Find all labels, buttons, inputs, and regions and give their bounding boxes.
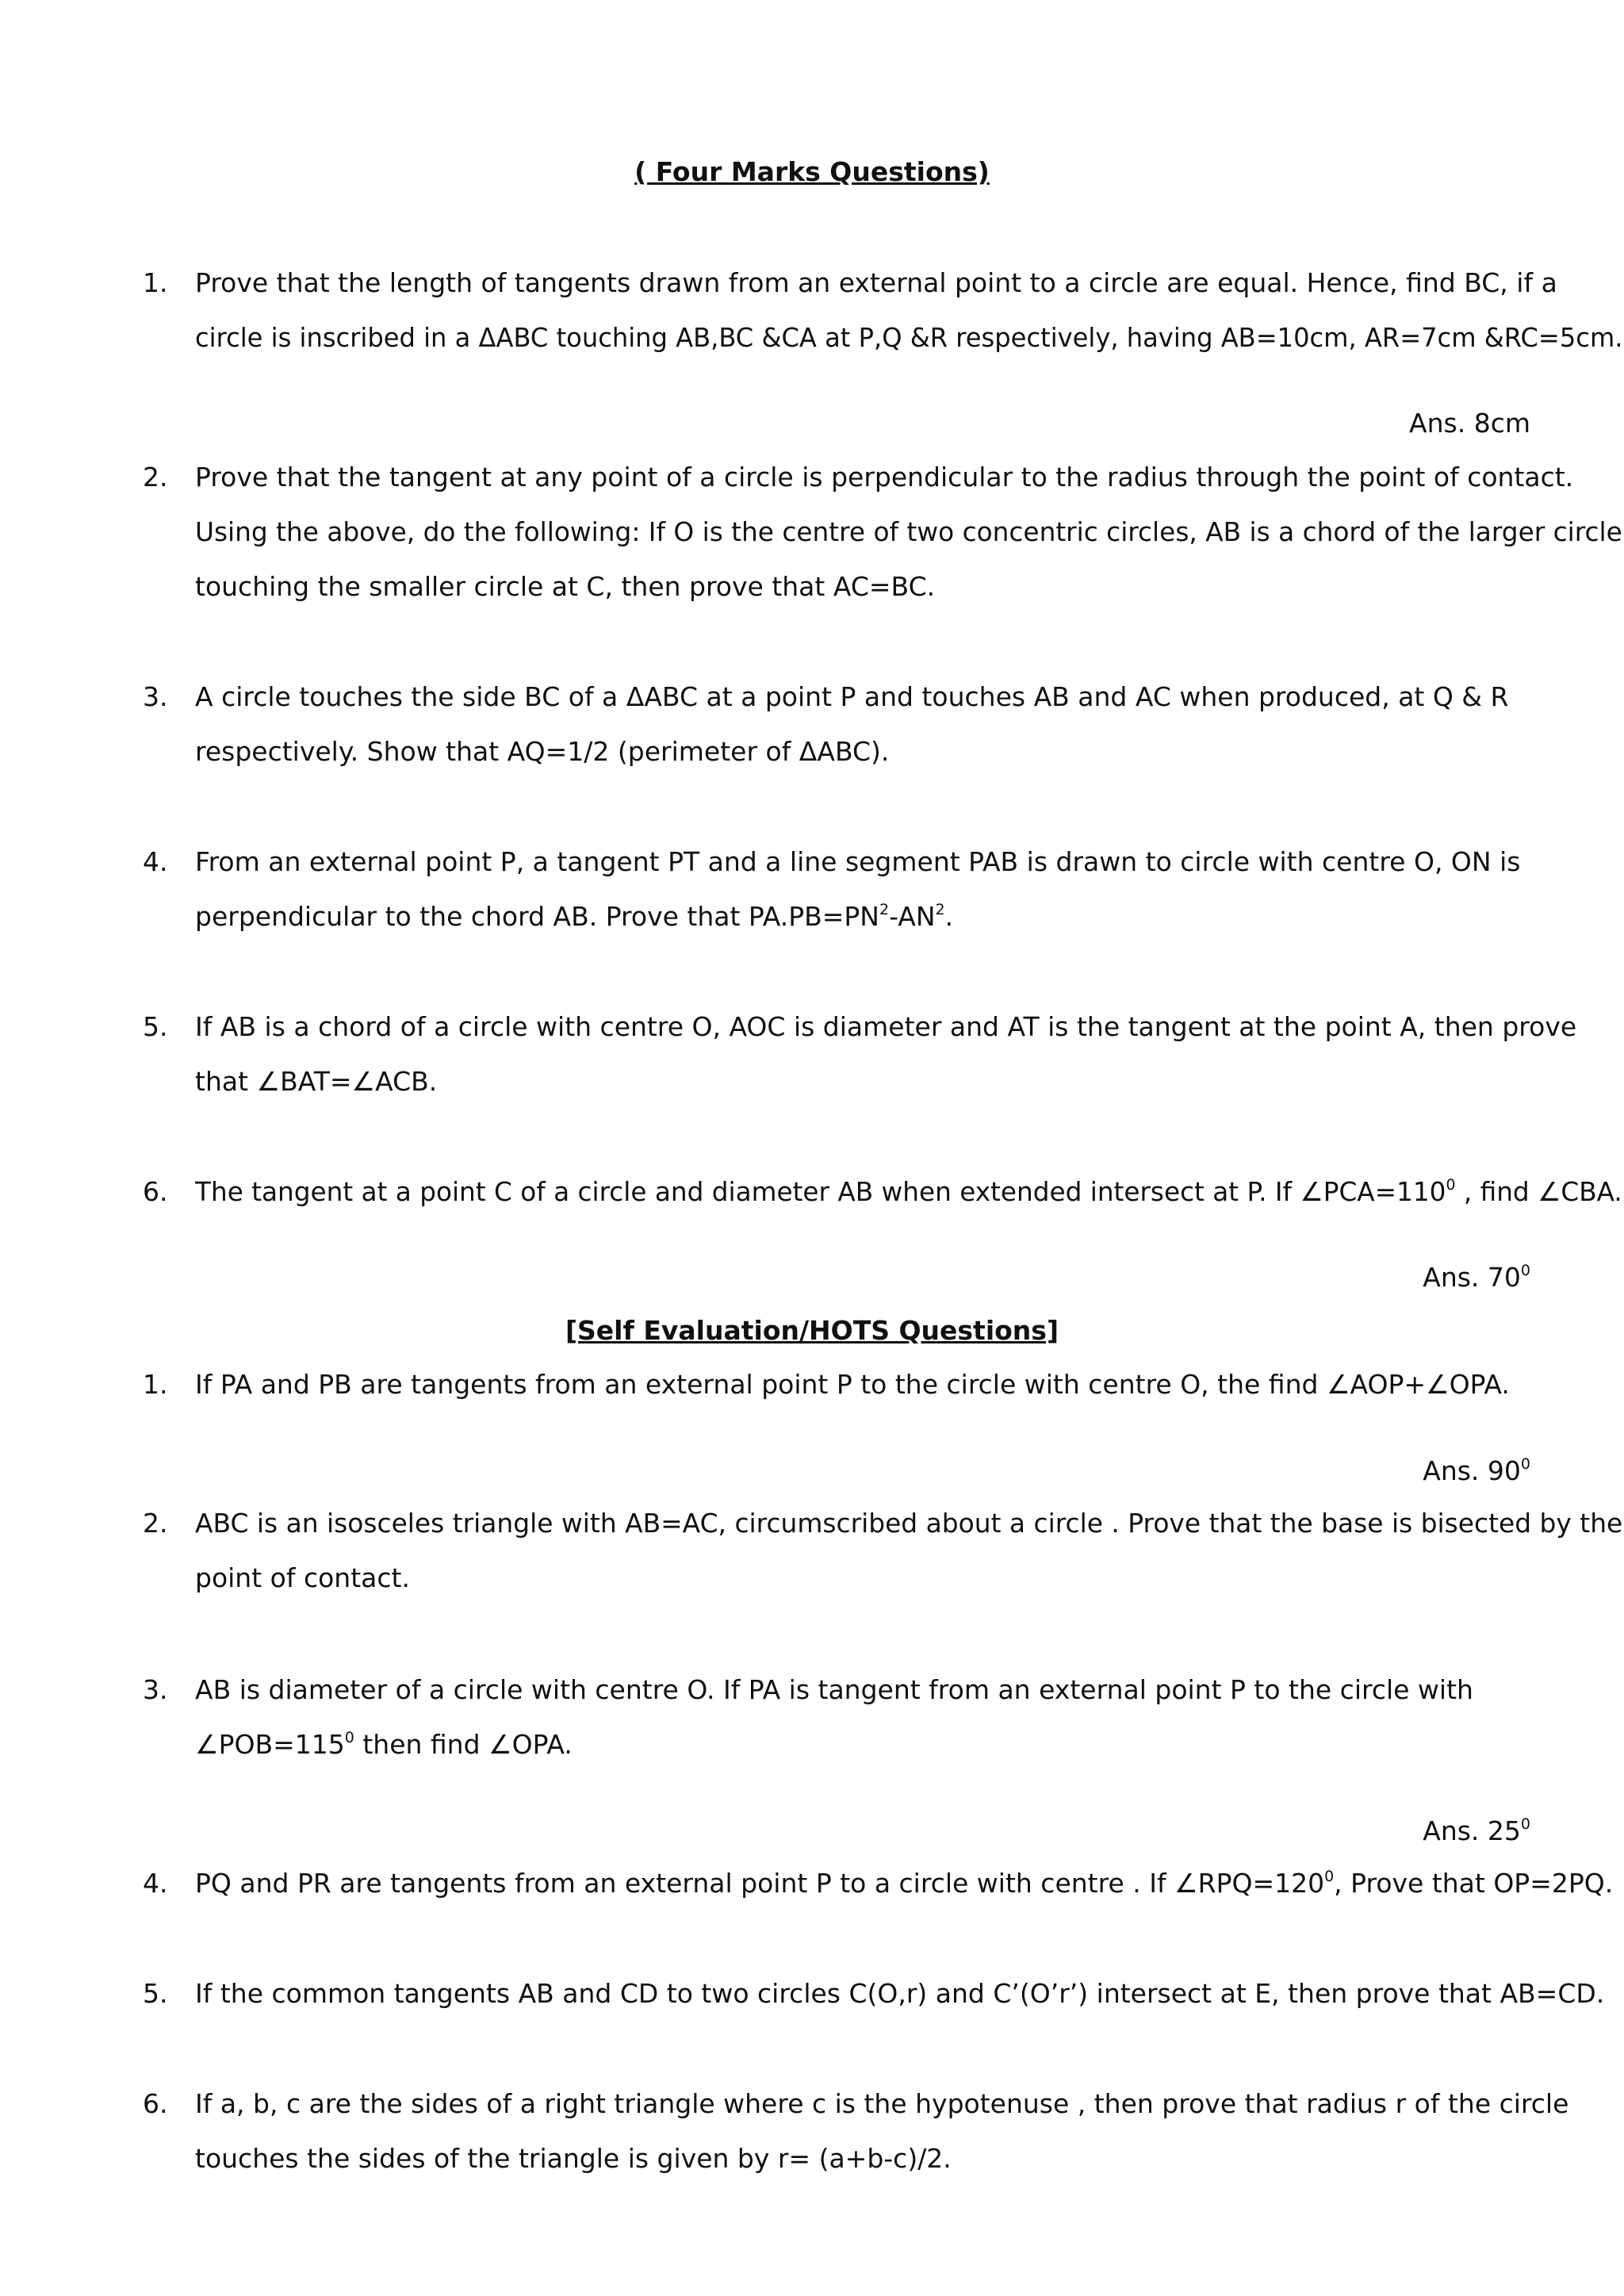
- question-number: 3.: [143, 681, 168, 712]
- question-line: that ∠BAT=∠ACB.: [195, 1066, 438, 1097]
- question-number: 4.: [143, 1868, 168, 1899]
- question-line: The tangent at a point C of a circle and diameter AB when extended intersect at P. If $\angle PCA=110^0$ , find ∠CBA.: [195, 1176, 1622, 1207]
- question-line: If the common tangents AB and CD to two circles C(O,r) and C’(O’r’) intersect at E, then prove that AB=CD.: [195, 1978, 1605, 2009]
- question-number: 2.: [143, 1508, 168, 1539]
- question-number: 6.: [143, 2088, 168, 2119]
- superscript: 0: [1324, 1868, 1335, 1885]
- question-line: Using the above, do the following: If O is the centre of two concentric circles, AB is a chord of the larger circle: [195, 516, 1622, 547]
- question-number: 5.: [143, 1011, 168, 1042]
- superscript: 0: [1520, 1455, 1530, 1473]
- question-number: 3.: [143, 1674, 168, 1705]
- superscript: 2: [935, 901, 945, 918]
- section-heading-self-evaluation: [Self Evaluation/HOTS Questions]: [565, 1315, 1059, 1346]
- section-heading-four-marks: ( Four Marks Questions): [634, 156, 990, 187]
- question-line: ABC is an isosceles triangle with AB=AC, circumscribed about a circle . Prove that the base is bisected by the: [195, 1508, 1623, 1539]
- answer-text: Ans. 8cm: [1409, 408, 1530, 439]
- question-line: If AB is a chord of a circle with centre O, AOC is diameter and AT is the tangent at the point A, then prove: [195, 1011, 1577, 1042]
- question-number: 5.: [143, 1978, 168, 2009]
- question-line: If a, b, c are the sides of a right triangle where c is the hypotenuse , then prove that radius r of the circle: [195, 2088, 1569, 2119]
- question-line: touching the smaller circle at C, then prove that AC=BC.: [195, 571, 936, 602]
- question-number: 2.: [143, 462, 168, 493]
- question-line: PQ and PR are tangents from an external point P to a circle with centre . If $\angle RPQ=120^0$, Prove that OP=2PQ.: [195, 1868, 1614, 1899]
- question-line: perpendicular to the chord AB. Prove that $PA.PB=PN^2-AN^2$.: [195, 901, 954, 932]
- question-number: 1.: [143, 1369, 168, 1400]
- superscript: 0: [344, 1729, 354, 1746]
- question-line: AB is diameter of a circle with centre O. If PA is tangent from an external point P to the circle with: [195, 1674, 1473, 1705]
- question-line: A circle touches the side BC of a ΔABC at a point P and touches AB and AC when produced, at Q & R: [195, 681, 1509, 712]
- question-line: If PA and PB are tangents from an external point P to the circle with centre O, the find ∠AOP+∠OPA.: [195, 1369, 1510, 1400]
- question-line: $\angle POB=115^0$ then find ∠OPA.: [195, 1729, 573, 1760]
- question-line: Prove that the length of tangents drawn from an external point to a circle are equal. Hence, find BC, if a: [195, 267, 1557, 298]
- question-line: Prove that the tangent at any point of a circle is perpendicular to the radius through the point of contact.: [195, 462, 1574, 493]
- answer-text: Ans. $25^0$: [1423, 1815, 1530, 1846]
- question-line: respectively. Show that AQ=1/2 (perimeter of ΔABC).: [195, 736, 890, 767]
- question-line: circle is inscribed in a ΔABC touching AB,BC &CA at P,Q &R respectively, having AB=10cm, AR=7cm &RC=5cm.: [195, 322, 1623, 353]
- answer-text: Ans. $90^0$: [1423, 1455, 1530, 1486]
- question-number: 6.: [143, 1176, 168, 1207]
- superscript: 2: [879, 901, 890, 918]
- superscript: 0: [1520, 1262, 1530, 1279]
- question-number: 4.: [143, 846, 168, 877]
- question-number: 1.: [143, 267, 168, 298]
- superscript: 0: [1520, 1815, 1530, 1833]
- answer-text: Ans. $70^0$: [1423, 1262, 1530, 1293]
- superscript: 0: [1446, 1176, 1456, 1194]
- question-line: From an external point P, a tangent PT and a line segment PAB is drawn to circle with centre O, ON is: [195, 846, 1521, 877]
- question-line: touches the sides of the triangle is given by r= (a+b-c)/2.: [195, 2143, 952, 2174]
- question-line: point of contact.: [195, 1562, 410, 1593]
